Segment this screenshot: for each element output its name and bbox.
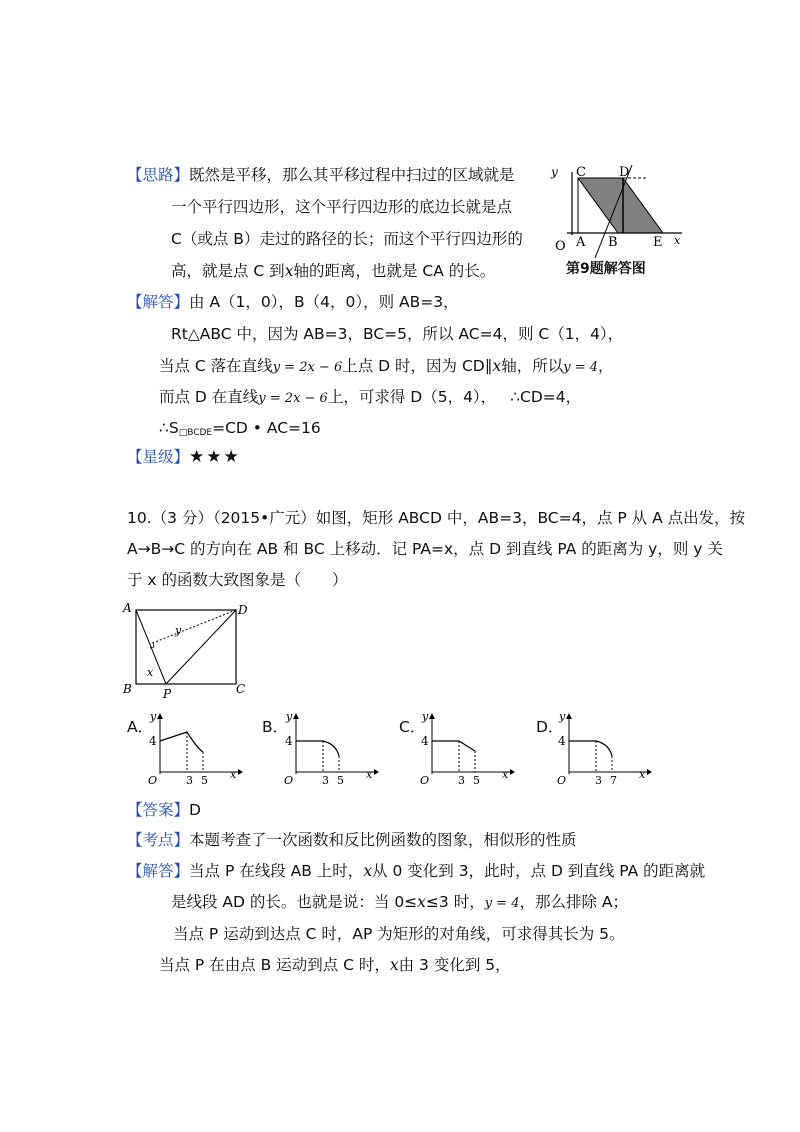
figure-9-caption: 第9题解答图 (566, 261, 646, 277)
svg-text:O: O (284, 774, 294, 787)
silu-text-3: C（或点 B）走过的路径的长；而这个平行四边形的 (171, 230, 523, 248)
fig9-label-O: O (555, 239, 566, 254)
svg-text:5: 5 (201, 774, 208, 787)
silu-text-1: 既然是平移，那么其平移过程中扫过的区域就是 (189, 166, 515, 184)
svg-text:4: 4 (421, 734, 429, 748)
answer-value: D (189, 801, 201, 819)
option-b-letter[interactable]: B． (262, 718, 289, 736)
daan-line (127, 799, 201, 821)
silu-tag: 【思路】 (127, 166, 190, 184)
option-b-graph[interactable] (278, 708, 383, 788)
jieda10-line-3: 当点 P 运动到达点 C 时，AP 为矩形的对角线，可求得其长为 5。 (173, 925, 625, 943)
svg-text:4: 4 (558, 734, 566, 748)
svg-text:5: 5 (337, 774, 344, 787)
jieda9-line-3: 当点 C 落在直线y = 2x − 6上点 D 时，因为 CD∥x轴，所以y = 4， (159, 357, 614, 375)
rect-label-y: y (175, 624, 182, 637)
svg-text:O: O (420, 774, 430, 787)
svg-text:x: x (366, 768, 373, 781)
fig9-label-C: C (576, 165, 586, 180)
option-d-letter[interactable]: D． (536, 718, 564, 736)
daan-tag: 【答案】 (127, 801, 190, 819)
svg-text:3: 3 (186, 774, 193, 787)
q10-line-3: 于 x 的函数大致图象是（ ） (127, 571, 348, 589)
svg-text:O: O (148, 774, 158, 787)
kaodian-tag: 【考点】 (127, 831, 190, 849)
silu-line-1 (127, 164, 515, 186)
rect-label-x: x (147, 666, 154, 679)
rect-label-D: D (238, 603, 248, 617)
jieda9-line-4: 而点 D 在直线y = 2x − 6上，可求得 D（5，4）， ∴CD=4， (159, 388, 582, 406)
jieda9-line-5: $\therefore S_{□BCDE}=CD$ • AC=16 (159, 419, 321, 438)
star-rating: ★★★ (189, 447, 241, 467)
option-d-graph[interactable] (551, 708, 656, 788)
option-a-graph[interactable] (142, 708, 247, 788)
silu-line-4: 高，就是点 C 到x轴的距离，也就是 CA 的长。 (171, 262, 496, 280)
fig9-label-x: x (674, 234, 681, 247)
fig9-label-y: y (551, 165, 558, 179)
svg-text:3: 3 (458, 774, 465, 787)
rect-label-B: B (123, 682, 132, 696)
svg-text:4: 4 (285, 734, 293, 748)
fig9-label-D: D (619, 165, 630, 180)
fig9-label-E: E (653, 235, 663, 250)
parallelogram-shaded (578, 178, 663, 233)
svg-text:y: y (286, 710, 293, 723)
svg-text:3: 3 (322, 774, 329, 787)
jieda10-line-1: 【解答】当点 P 在线段 AB 上时，x从 0 变化到 3，此时，点 D 到直线 PA 的距离就 (127, 862, 706, 880)
jieda10-tag: 【解答】 (127, 862, 190, 880)
jieda10-line-4: 当点 P 在由点 B 运动到点 C 时，x由 3 变化到 5， (159, 956, 511, 974)
q10-line-2: A→B→C 的方向在 AB 和 BC 上移动．记 PA=x，点 D 到直线 PA 的距离为 y，则 y 关 (127, 540, 723, 558)
jieda9-tag: 【解答】 (127, 293, 190, 311)
svg-text:7: 7 (610, 774, 617, 787)
jieda10-line-2: 是线段 AD 的长。也就是说：当 0≤x≤3 时，y = 4，那么排除 A； (171, 893, 629, 911)
perpendicular-D-to-PA (150, 610, 236, 644)
svg-text:y: y (422, 710, 429, 723)
svg-text:x: x (639, 768, 646, 781)
fig9-label-B: B (608, 235, 618, 250)
rectangle-abcd-figure (120, 600, 260, 700)
svg-text:x: x (230, 768, 237, 781)
svg-text:y: y (150, 710, 157, 723)
svg-text:O: O (557, 774, 567, 787)
segment-PD (166, 610, 236, 684)
rect-label-A: A (123, 601, 132, 615)
kaodian-line: 【考点】本题考查了一次函数和反比例函数的图象，相似形的性质 (127, 831, 577, 849)
fig9-label-A: A (576, 235, 586, 250)
svg-text:x: x (502, 768, 509, 781)
xingji-line (127, 446, 241, 468)
option-c-graph[interactable] (414, 708, 519, 788)
jieda9-line-2: Rt△ABC 中，因为 AB=3，BC=5，所以 AC=4，则 C（1，4）， (171, 325, 624, 343)
xingji-tag: 【星级】 (127, 448, 190, 466)
rect-label-P: P (163, 687, 172, 700)
svg-text:4: 4 (149, 734, 157, 748)
svg-text:3: 3 (595, 774, 602, 787)
jieda9-line-1: 【解答】由 A（1，0），B（4，0），则 AB=3， (127, 293, 459, 311)
svg-text:y: y (559, 710, 566, 723)
option-c-letter[interactable]: C． (399, 718, 426, 736)
rect-label-C: C (236, 682, 246, 696)
svg-text:5: 5 (473, 774, 480, 787)
q10-line-1: 10.（3 分）（2015•广元）如图，矩形 ABCD 中，AB=3，BC=4，点 P 从 A 点出发，按 (127, 509, 746, 527)
silu-text-2: 一个平行四边形，这个平行四边形的底边长就是点 (171, 198, 513, 216)
option-a-letter[interactable]: A． (127, 718, 154, 736)
